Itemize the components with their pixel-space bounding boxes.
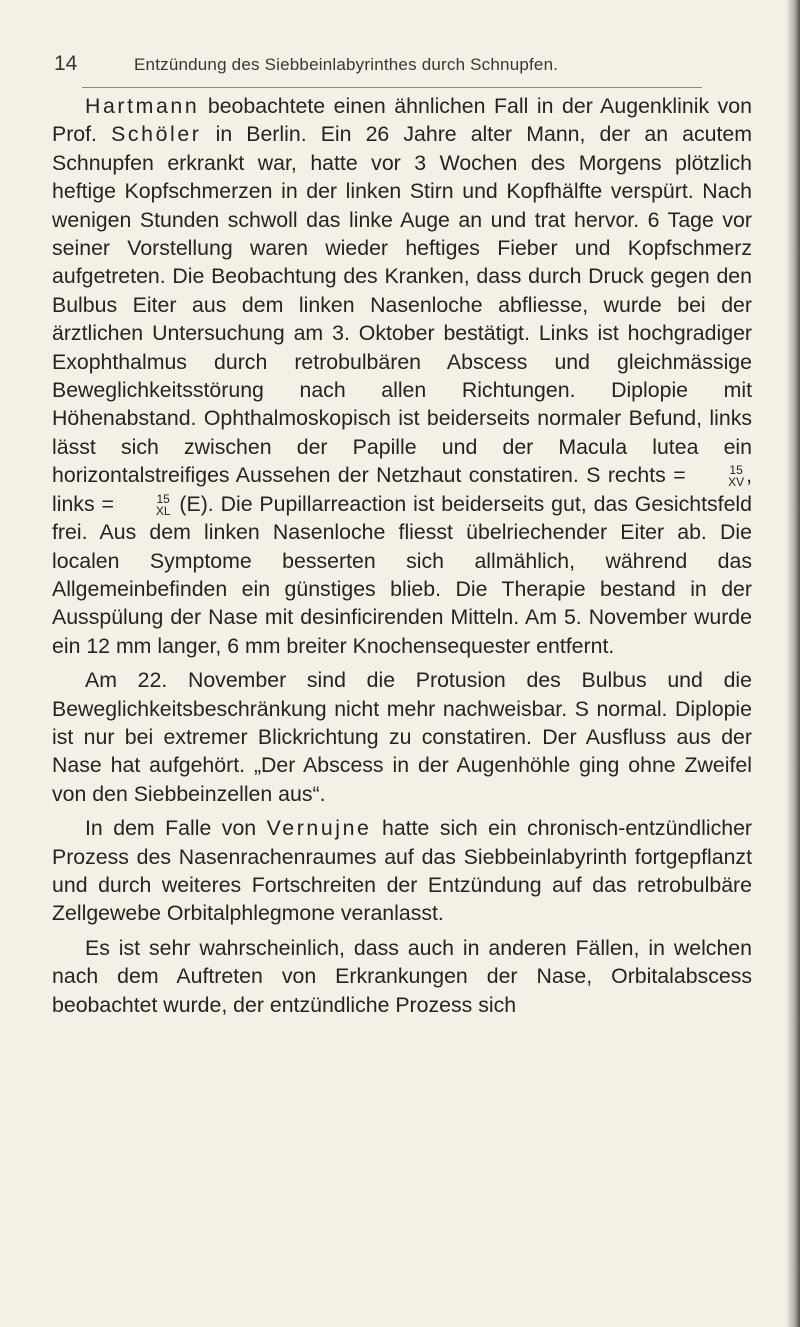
paragraph-text: beobachtete einen ähnlichen Fall in der Augenklinik von Prof. bbox=[52, 94, 752, 147]
paragraph-hartmann-case bbox=[52, 92, 752, 660]
page-number: 14 bbox=[54, 52, 78, 75]
running-title: Entzündung des Siebbeinlabyrinthes durch Schnupfen. bbox=[134, 55, 559, 74]
page-header bbox=[52, 52, 752, 86]
fraction-denominator: XV bbox=[728, 475, 745, 490]
body-text bbox=[52, 92, 752, 1019]
paragraph-text: , links = bbox=[52, 463, 752, 516]
fraction-numerator: 15 bbox=[729, 463, 743, 478]
visual-acuity-right-fraction bbox=[695, 464, 744, 488]
paragraph-vernujne-case bbox=[52, 814, 752, 928]
header-rule bbox=[82, 87, 702, 88]
page-edge-shadow bbox=[786, 0, 800, 1327]
paragraph-text: In dem Falle von bbox=[85, 816, 267, 841]
paragraph-text: hatte sich ein chronisch-entzündlicher Prozess des Nasenrachenraumes auf das Siebbeinlabyrinth fortgepflanzt und durch weiteres Fortschreiten der Entzündung auf das retrobulbäre Zellgewebe Orbitalphlegmone veranlasst. bbox=[52, 816, 753, 926]
fraction-denominator: XL bbox=[155, 503, 171, 518]
visual-acuity-left-fraction bbox=[123, 493, 171, 517]
fraction-numerator: 15 bbox=[156, 491, 170, 506]
author-name: Hartmann bbox=[85, 94, 200, 118]
paragraph-november-followup: Am 22. November sind die Protusion des Bulbus und die Beweglichkeitsbeschränkung nicht mehr nachweisbar. S normal. Diplopie ist nur bei extremer Blickrichtung zu constatiren. Der Ausfluss aus der Nase hat aufgehört. „Der Abscess in der Augenhöhle ging ohne Zweifel von den Siebbeinzellen aus“. bbox=[52, 668, 752, 806]
paragraph-text: in Berlin. Ein 26 Jahre alter Mann, der an acutem Schnupfen erkrankt war, hatte vor 3 Wochen des Morgens plötzlich heftige Kopfschmerzen in der linken Stirn und Kopfhälfte verspürt. Nach wenigen Stunden schwoll das linke Auge an und trat hervor. 6 Tage vor seiner Vorstellung waren wieder heftiges Fieber und Kopfschmerz aufgetreten. Die Beobachtung des Kranken, dass durch Druck gegen den Bulbus Eiter aus dem linken Nasenloche abfliesse, wurde bei der ärztlichen Untersuchung am 3. Oktober bestätigt. Links ist hochgradiger Exophthalmus durch retrobulbären Abscess und gleichmässige Beweglichkeitsstörung nach allen Richtungen. Diplopie mit Höhenabstand. Ophthalmoskopisch ist beiderseits normaler Befund, links lässt sich zwischen der Papille und der Macula lutea ein horizontalstreifiges Aussehen der Netzhaut constatiren. S rechts = bbox=[52, 122, 752, 488]
paragraph-conclusion: Es ist sehr wahrscheinlich, dass auch in anderen Fällen, in welchen nach dem Auftreten von Erkrankungen der Nase, Orbitalabscess beobachtet wurde, der entzündliche Prozess sich bbox=[52, 935, 752, 1017]
doctor-name: Schöler bbox=[111, 122, 202, 147]
paragraph-text: (E). Die Pupillarreaction ist beiderseits gut, das Gesichtsfeld frei. Aus dem linken Nasenloche fliesst übelriechender Eiter ab. Die localen Symptome besserten sich allmählich, während das Allgemeinbefinden ein günstiges blieb. Die Therapie bestand in der Ausspülung der Nase mit desinficirenden Mitteln. Am 5. November wurde ein 12 mm langer, 6 mm breiter Knochensequester entfernt. bbox=[52, 491, 752, 658]
author-name: Vernujne bbox=[266, 816, 372, 841]
